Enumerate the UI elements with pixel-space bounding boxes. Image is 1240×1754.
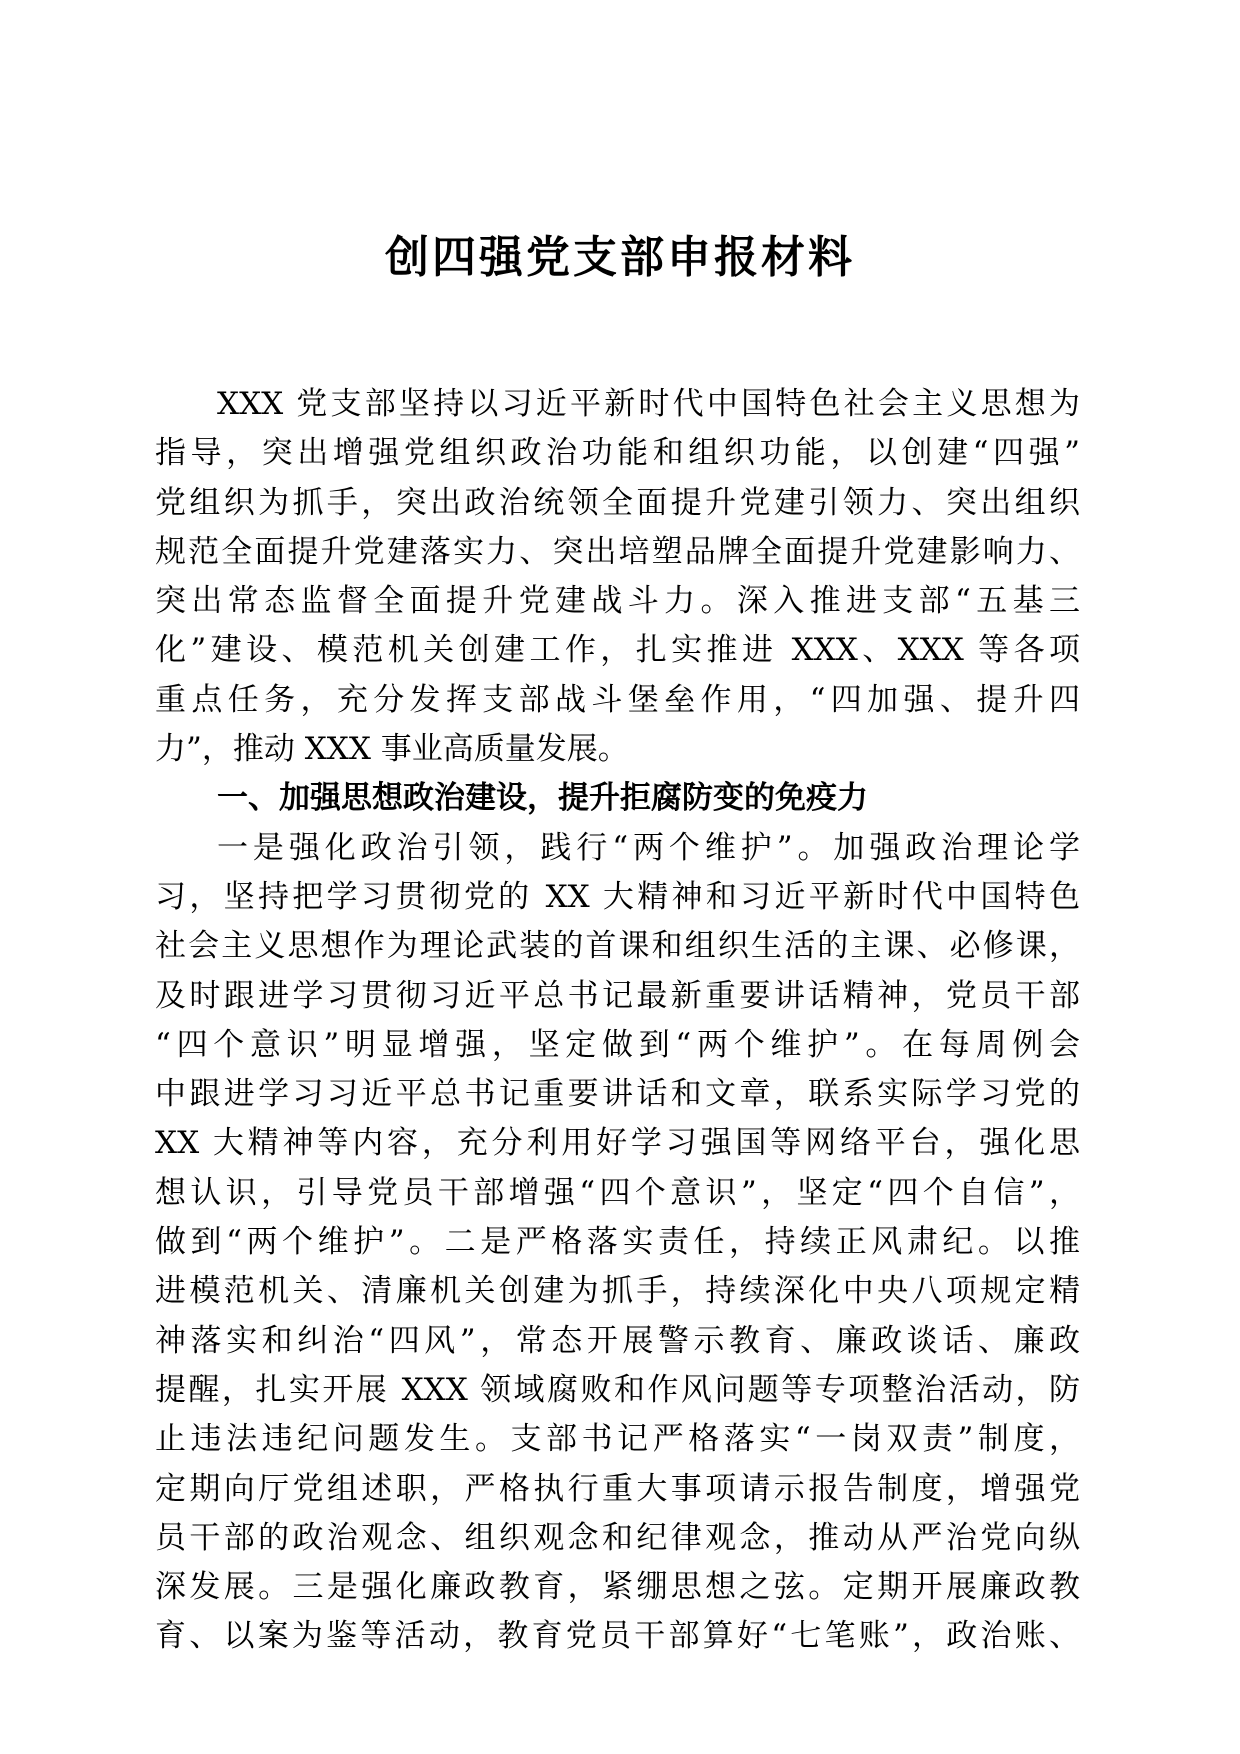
- paragraph-line: 社会主义思想作为理论武装的首课和组织生活的主课、必修课，: [155, 928, 1080, 965]
- paragraph-line: 想认识，引导党员干部增强“四个意识”，坚定“四个自信”，: [155, 1174, 1080, 1211]
- document-body: [155, 380, 1080, 1662]
- paragraph-line: 定期向厅党组述职，严格执行重大事项请示报告制度，增强党: [155, 1470, 1080, 1507]
- paragraph-line: 及时跟进学习贯彻习近平总书记最新重要讲话精神，党员干部: [155, 977, 1080, 1014]
- paragraph-line: 深发展。三是强化廉政教育，紧绷思想之弦。定期开展廉政教: [155, 1569, 1080, 1606]
- paragraph-line: 突出常态监督全面提升党建战斗力。深入推进支部“五基三: [155, 583, 1080, 620]
- paragraph-line: 力”，推动 XXX 事业高质量发展。: [155, 731, 629, 768]
- paragraph-line: “四个意识”明显增强，坚定做到“两个维护”。在每周例会: [155, 1026, 1080, 1063]
- paragraph-line: XXX 党支部坚持以习近平新时代中国特色社会主义思想为: [217, 386, 1080, 422]
- paragraph-line: 规范全面提升党建落实力、突出培塑品牌全面提升党建影响力、: [155, 533, 1080, 570]
- paragraph-line: 一是强化政治引领，践行“两个维护”。加强政治理论学: [217, 829, 1080, 866]
- paragraph-line: 员干部的政治观念、组织观念和纪律观念，推动从严治党向纵: [155, 1519, 1080, 1556]
- paragraph-line: 化”建设、模范机关创建工作，扎实推进 XXX、XXX 等各项: [155, 632, 1080, 669]
- paragraph-line: 习，坚持把学习贯彻党的 XX 大精神和习近平新时代中国特色: [155, 878, 1080, 915]
- document-title: 创四强党支部申报材料: [385, 232, 855, 283]
- paragraph-line: 中跟进学习习近平总书记重要讲话和文章，联系实际学习党的: [155, 1076, 1080, 1113]
- paragraph-line: 止违法违纪问题发生。支部书记严格落实“一岗双责”制度，: [155, 1421, 1080, 1458]
- paragraph-line: 指导，突出增强党组织政治功能和组织功能，以创建“四强”: [155, 435, 1080, 472]
- paragraph-line: 神落实和纠治“四风”，常态开展警示教育、廉政谈话、廉政: [155, 1322, 1080, 1359]
- paragraph-line: 提醒，扎实开展 XXX 领域腐败和作风问题等专项整治活动，防: [155, 1371, 1080, 1408]
- paragraph-line: 党组织为抓手，突出政治统领全面提升党建引领力、突出组织: [155, 484, 1080, 521]
- paragraph-line: XX 大精神等内容，充分利用好学习强国等网络平台，强化思: [155, 1125, 1080, 1162]
- paragraph-line: 做到“两个维护”。二是严格落实责任，持续正风肃纪。以推: [155, 1224, 1080, 1261]
- section-heading: 一、加强思想政治建设，提升拒腐防变的免疫力: [217, 780, 868, 817]
- paragraph-line: 进模范机关、清廉机关创建为抓手，持续深化中央八项规定精: [155, 1273, 1080, 1310]
- paragraph-line: 育、以案为鉴等活动，教育党员干部算好“七笔账”，政治账、: [155, 1618, 1080, 1655]
- paragraph-line: 重点任务，充分发挥支部战斗堡垒作用，“四加强、提升四: [155, 681, 1080, 718]
